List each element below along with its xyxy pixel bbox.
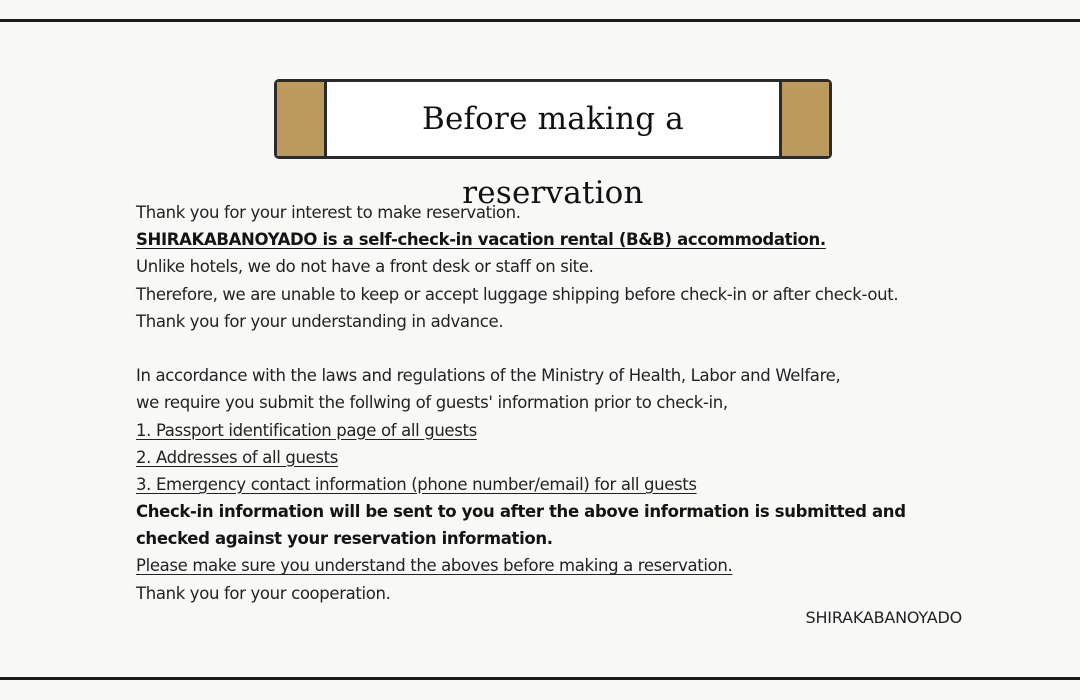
title-banner xyxy=(274,79,832,211)
bottom-divider xyxy=(0,677,1080,680)
no-front-desk-note: Unlike hotels, we do not have a front desk or staff on site. xyxy=(136,257,594,277)
signature: SHIRAKABANOYADO xyxy=(805,608,962,627)
reservation-notice xyxy=(136,199,976,607)
luggage-policy: Therefore, we are unable to keep or accept luggage shipping before check-in or after check-out. xyxy=(136,284,899,304)
top-divider xyxy=(0,19,1080,22)
banner-left-cap xyxy=(277,82,327,156)
required-item-emergency-contact: 3. Emergency contact information (phone number/email) for all guests xyxy=(136,474,697,494)
banner-right-cap xyxy=(779,82,829,156)
understand-reminder: Please make sure you understand the aboves before making a reservation. xyxy=(136,556,733,576)
page-title: Before making a reservation xyxy=(421,101,684,211)
understanding-thanks: Thank you for your understanding in advance. xyxy=(136,311,504,331)
guest-info-requirement: we require you submit the follwing of guests' information prior to check-in, xyxy=(136,393,728,413)
intro-thanks: Thank you for your interest to make reservation. xyxy=(136,203,521,222)
checkin-info-notice: Check-in information will be sent to you after the above information is submitted and checked against your reservation information. xyxy=(136,502,906,549)
paragraph-spacer xyxy=(136,335,976,362)
required-item-addresses: 2. Addresses of all guests xyxy=(136,447,339,467)
required-item-passport: 1. Passport identification page of all guests xyxy=(136,420,477,440)
ministry-regulation: In accordance with the laws and regulations of the Ministry of Health, Labor and Welfare, xyxy=(136,366,841,386)
cooperation-thanks: Thank you for your cooperation. xyxy=(136,583,391,603)
self-checkin-statement: SHIRAKABANOYADO is a self-check-in vacation rental (B&B) accommodation. xyxy=(136,230,826,250)
